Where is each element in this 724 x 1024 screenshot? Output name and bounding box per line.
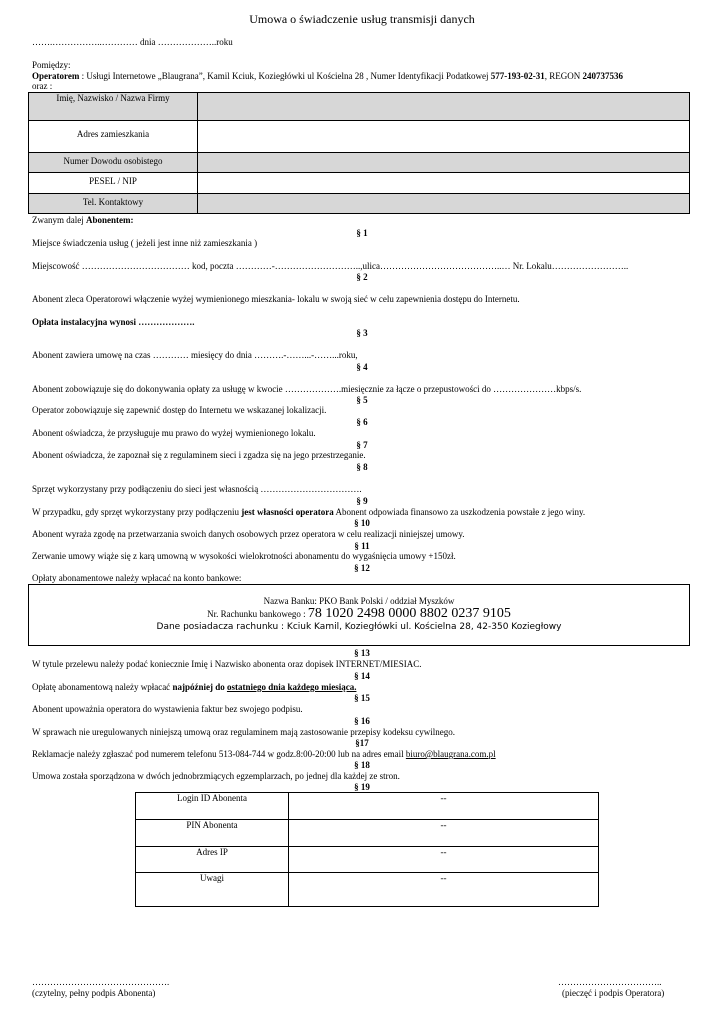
section-10-text: Abonent wyraża zgodę na przetwarzania swoich danych osobowych przez operatora w celu realizacji niniejszej umowy.	[32, 529, 465, 539]
operator-regon: 240737536	[582, 71, 623, 81]
table-row	[136, 847, 599, 873]
subscriber-pesel-label: PESEL / NIP	[29, 173, 198, 194]
and-label: oraz :	[32, 81, 53, 91]
account-label: Nr. Rachunku bankowego :	[207, 609, 308, 619]
section-5-text: Operator zobowiązuje się zapewnić dostęp do Internetu we wskazanej lokalizacji.	[32, 405, 327, 415]
email-link[interactable]: biuro@blaugrana.com.pl	[405, 749, 496, 759]
subscriber-signature-label: (czytelny, pełny podpis Abonenta)	[32, 988, 156, 998]
section-10: § 10	[354, 518, 370, 528]
section-17-text-a: Reklamacje należy zgłaszać pod numerem telefonu 513-084-744 w godz.8:00-20:00 lub na adres email	[32, 749, 406, 759]
section-15: § 15	[354, 693, 370, 703]
subscriber-id-value[interactable]	[198, 153, 690, 173]
operator-line	[32, 71, 623, 82]
section-8-text: Sprzęt wykorzystany przy podłączeniu do sieci jest własnością …………………………….	[32, 484, 362, 494]
section-4: § 4	[356, 362, 368, 372]
section-14-bold: najpóźniej do	[172, 682, 227, 692]
subscriber-phone-value[interactable]	[198, 194, 690, 214]
document-title: Umowa o świadczenie usług transmisji danych	[249, 12, 475, 26]
account-owner: Dane posiadacza rachunku : Kciuk Kamil, Koziegłówki ul. Kościelna 28, 42-350 Koziegłowy	[156, 622, 562, 632]
section-16: § 16	[354, 716, 370, 726]
called-text: Zwanym dalej	[32, 215, 86, 225]
subscriber-pesel-value[interactable]	[198, 173, 690, 194]
section-5: § 5	[356, 395, 368, 405]
section-9-text	[32, 507, 585, 518]
section-13: § 13	[354, 648, 370, 658]
notes-label: Uwagi	[136, 873, 289, 907]
section-2-text: Abonent zleca Operatorowi włączenie wyżej wymienionego mieszkania- lokalu w swoją sieć w celu zapewnienia dostępu do Internetu.	[32, 294, 520, 304]
notes-value[interactable]: --	[289, 873, 599, 907]
table-row	[29, 121, 690, 153]
login-label: Login ID Abonenta	[136, 793, 289, 820]
table-row	[136, 873, 599, 907]
section-7: § 7	[356, 440, 368, 450]
section-18: § 18	[354, 760, 370, 770]
section-2: § 2	[356, 272, 368, 282]
subscriber-signature-line: ……………………………………….	[32, 977, 170, 987]
subscriber-name-value[interactable]	[198, 93, 690, 121]
bank-account-box	[28, 584, 690, 646]
operator-nip: 577-193-02-31	[490, 71, 545, 81]
access-table	[135, 792, 599, 907]
table-row	[29, 93, 690, 121]
ip-value[interactable]: --	[289, 847, 599, 873]
subscriber-address-value[interactable]	[198, 121, 690, 153]
table-row	[136, 820, 599, 847]
operator-text: : Usługi Internetowe „Blaugrana”, Kamil Kciuk, Koziegłówki ul Kościelna 28 , Numer Identyfikacji Podatkowej	[79, 71, 491, 81]
section-12-text: Opłaty abonamentowe należy wpłacać na konto bankowe:	[32, 573, 242, 583]
called-line	[32, 215, 133, 226]
pin-label: PIN Abonenta	[136, 820, 289, 847]
section-9-text-a: W przypadku, gdy sprzęt wykorzystany przy podłączeniu	[32, 507, 242, 517]
called-bold: Abonentem:	[85, 215, 134, 225]
section-17-text	[32, 749, 496, 760]
section-13-text: W tytule przelewu należy podać koniecznie Imię i Nazwisko abonenta oraz dopisek INTERNET/MIESIAC.	[32, 659, 422, 669]
section-14: § 14	[354, 671, 370, 681]
section-3-text: Abonent zawiera umowę na czas ………… miesięcy do dnia ……….-……...-……...roku,	[32, 350, 358, 360]
login-value[interactable]: --	[289, 793, 599, 820]
section-4-text: Abonent zobowiązuje się do dokonywania opłaty za usługę w kwocie ……………….miesięcznie za łącze o przepustowości do …………………kbps/s.	[32, 384, 582, 394]
section-7-text: Abonent oświadcza, że zapoznał się z regulaminem sieci i zgadza się na jego przestrzeganie.	[32, 450, 366, 460]
section-14-text-a: Opłatę abonamentową należy wpłacać	[32, 682, 173, 692]
subscriber-id-label: Numer Dowodu osobistego	[29, 153, 198, 173]
section-1-text: Miejsce świadczenia usług ( jeżeli jest inne niż zamieszkania )	[32, 238, 258, 248]
date-line: …….……………..………… dnia ………………..roku	[32, 37, 233, 47]
section-19: § 19	[354, 782, 370, 792]
subscriber-table	[28, 92, 690, 214]
account-number: 78 1020 2498 0000 8802 0237 9105	[307, 606, 511, 621]
table-row	[29, 153, 690, 173]
section-14-text	[32, 682, 356, 693]
section-9-text-b: Abonent odpowiada finansowo za uszkodzenia powstałe z jego winy.	[333, 507, 586, 517]
install-fee: Opłata instalacyjna wynosi ……………….	[32, 317, 195, 327]
table-row	[29, 194, 690, 214]
section-11: § 11	[354, 541, 370, 551]
subscriber-name-label: Imię, Nazwisko / Nazwa Firmy	[29, 93, 198, 121]
operator-signature-label: (pieczęć i podpis Operatora)	[562, 988, 665, 998]
section-11-text: Zerwanie umowy wiąże się z karą umowną w wysokości wielokrotności abonamentu do wygaśnięcia umowy +150zł.	[32, 551, 456, 561]
account-line	[29, 607, 689, 621]
section-1: § 1	[356, 228, 368, 238]
table-row	[136, 793, 599, 820]
section-8: § 8	[356, 462, 368, 472]
between-label: Pomiędzy:	[32, 60, 71, 70]
section-6: § 6	[356, 417, 368, 427]
subscriber-address-label: Adres zamieszkania	[29, 121, 198, 153]
section-16-text: W sprawach nie uregulowanych niniejszą umową oraz regulaminem mają zastosowanie przepisy kodeksu cywilnego.	[32, 727, 455, 737]
regon-label: , REGON	[544, 71, 583, 81]
section-6-text: Abonent oświadcza, że przysługuje mu prawo do wyżej wymienionego lokalu.	[32, 428, 316, 438]
section-12: § 12	[354, 563, 370, 573]
section-9: § 9	[356, 496, 368, 506]
pin-value[interactable]: --	[289, 820, 599, 847]
operator-label: Operatorem	[32, 71, 80, 81]
subscriber-phone-label: Tel. Kontaktowy	[29, 194, 198, 214]
section-9-bold: jest własności operatora	[241, 507, 334, 517]
section-15-text: Abonent upoważnia operatora do wystawienia faktur bez swojego podpisu.	[32, 704, 303, 714]
section-17: §17	[355, 738, 369, 748]
section-18-text: Umowa została sporządzona w dwóch jednobrzmiących egzemplarzach, po jednej dla każdej ze stron.	[32, 771, 400, 781]
place-line: Miejscowość ……………………………… kod, poczta …………-………………………..,ulica…………………………………..… Nr. Lokalu……………………..	[32, 261, 629, 271]
table-row	[29, 173, 690, 194]
bank-name: Nazwa Banku: PKO Bank Polski / oddział Myszków	[263, 596, 455, 606]
section-3: § 3	[356, 328, 368, 338]
ip-label: Adres IP	[136, 847, 289, 873]
section-14-bold-underlined: ostatniego dnia każdego miesiąca.	[226, 682, 357, 692]
operator-signature-line: ……………………………..	[558, 977, 662, 987]
